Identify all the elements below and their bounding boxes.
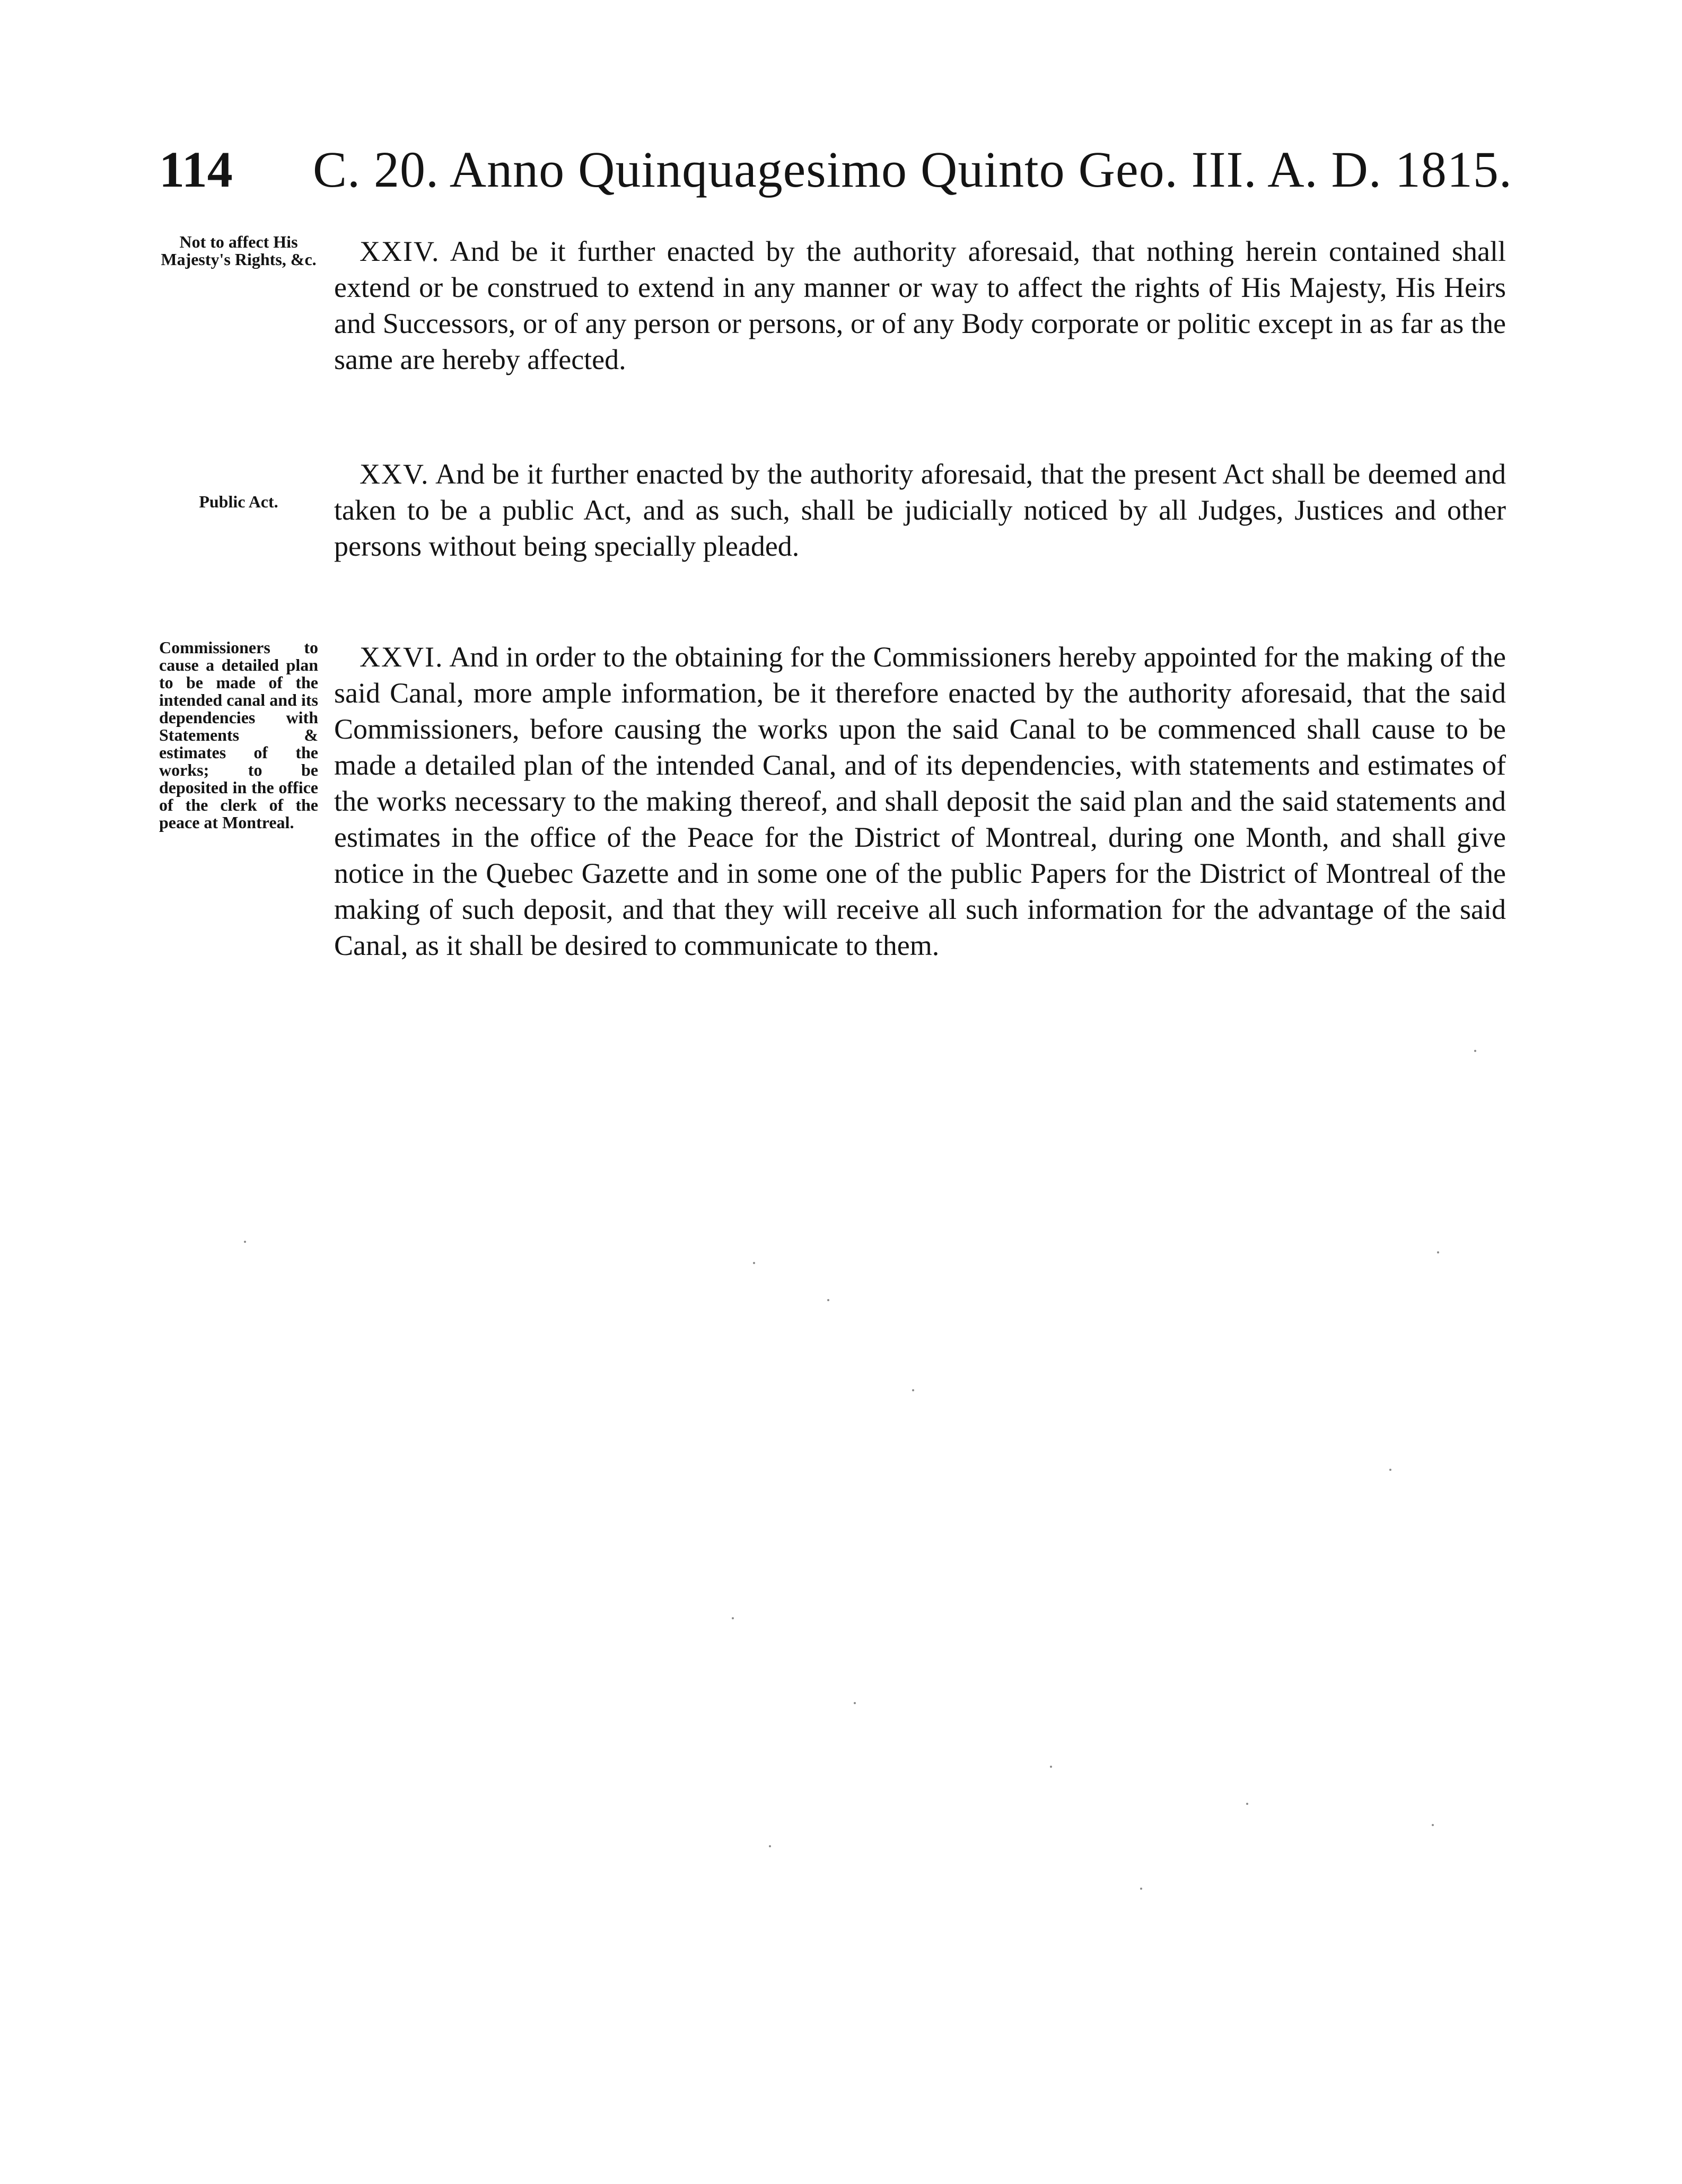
scan-speck bbox=[1437, 1251, 1439, 1253]
section-numeral: XXV. bbox=[360, 458, 430, 490]
page-number: 114 bbox=[159, 141, 233, 198]
section-xxv bbox=[159, 456, 1506, 583]
section-body: And be it further enacted by the authority aforesaid, that the present Act shall be deemed and taken to be a public Act, and as such, shall be judicially noticed by all Judges, Justices and other persons without being specially pleaded. bbox=[334, 458, 1506, 562]
running-title: C. 20. Anno Quinquagesimo Quinto Geo. III. A. D. 1815. bbox=[313, 141, 1512, 198]
section-text bbox=[334, 233, 1506, 378]
margin-note: Public Act. bbox=[199, 492, 278, 511]
section-numeral: XXVI. bbox=[360, 641, 444, 673]
scan-speck bbox=[769, 1845, 771, 1847]
scan-speck bbox=[1246, 1803, 1248, 1805]
scan-speck bbox=[854, 1702, 856, 1704]
section-text bbox=[334, 456, 1506, 564]
running-head bbox=[159, 135, 1512, 204]
margin-note: Commissioners to cause a detailed plan to be made of the intended canal and its dependencies with Statements & estimates of the works; to be deposited in the office of the clerk of the peace at Montreal. bbox=[159, 638, 318, 832]
scan-speck bbox=[244, 1241, 246, 1243]
margin-note: Not to affect His Majesty's Rights, &c. bbox=[161, 232, 317, 269]
section-body: And be it further enacted by the authority aforesaid, that nothing herein contained shall extend or be construed to extend in any manner or way to affect the rights of His Majesty, His Heirs and Successors, or of any person or persons, or of any Body corporate or politic except in as far as the same are hereby affected. bbox=[334, 235, 1506, 375]
scan-speck bbox=[1432, 1824, 1434, 1826]
section-xxvi bbox=[159, 639, 1506, 1021]
scan-speck bbox=[1050, 1766, 1052, 1768]
section-body: And in order to the obtaining for the Commissioners hereby appointed for the making of the said Canal, more ample information, be it therefore enacted by the authority aforesaid, that the said Commissioners, before causing the works upon the said Canal to be commenced shall cause to be made a detailed plan of the intended Canal, and of its dependencies, with statements and estimates of the works necessary to the making thereof, and shall deposit the said plan and the said statements and estimates in the office of the Peace for the District of Montreal, during one Month, and shall give notice in the Quebec Gazette and in some one of the public Papers for the District of Montreal of the making of such deposit, and that they will receive all such information for the advantage of the said Canal, as it shall be desired to communicate to them. bbox=[334, 641, 1506, 961]
scan-speck bbox=[1389, 1469, 1391, 1471]
scan-speck bbox=[912, 1389, 914, 1391]
scan-speck bbox=[1474, 1050, 1476, 1052]
section-xxiv bbox=[159, 233, 1506, 392]
scan-speck bbox=[753, 1262, 755, 1264]
scan-speck bbox=[1140, 1888, 1142, 1890]
section-text bbox=[334, 639, 1506, 963]
scan-speck bbox=[732, 1617, 734, 1619]
section-numeral: XXIV. bbox=[360, 235, 440, 267]
scan-speck bbox=[827, 1299, 829, 1301]
